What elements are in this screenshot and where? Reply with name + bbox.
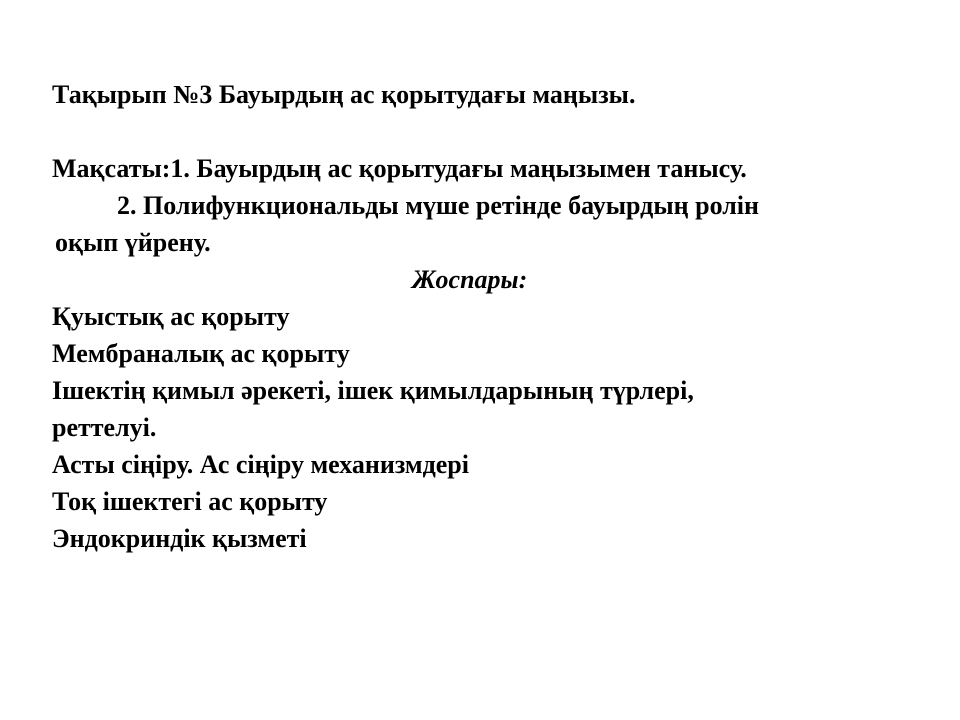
plan-item: Ішектің қимыл әрекеті, ішек қимылдарының түрлері, — [52, 376, 694, 405]
topic-title: Тақырып №3 Бауырдың ас қорытудағы маңызы. — [52, 80, 636, 109]
slide-content — [52, 76, 912, 557]
plan-item: Эндокриндік қызметі — [52, 524, 307, 553]
plan-item-continuation: реттелуі. — [52, 413, 157, 442]
plan-item: Қуыстық ас қорыту — [52, 302, 290, 331]
plan-heading: Жоспары: — [412, 265, 528, 294]
plan-item: Тоқ ішектегі ас қорыту — [52, 487, 328, 516]
goals-line-2: 2. Полифункциональды мүше ретінде бауырдың ролін — [117, 191, 760, 220]
goals-line-3: оқып үйрену. — [55, 228, 211, 257]
plan-item: Мембраналық ас қорыту — [52, 339, 350, 368]
goals-line-1: Мақсаты:1. Бауырдың ас қорытудағы маңызымен танысу. — [52, 154, 747, 183]
plan-item: Асты сіңіру. Ас сіңіру механизмдері — [52, 450, 469, 479]
